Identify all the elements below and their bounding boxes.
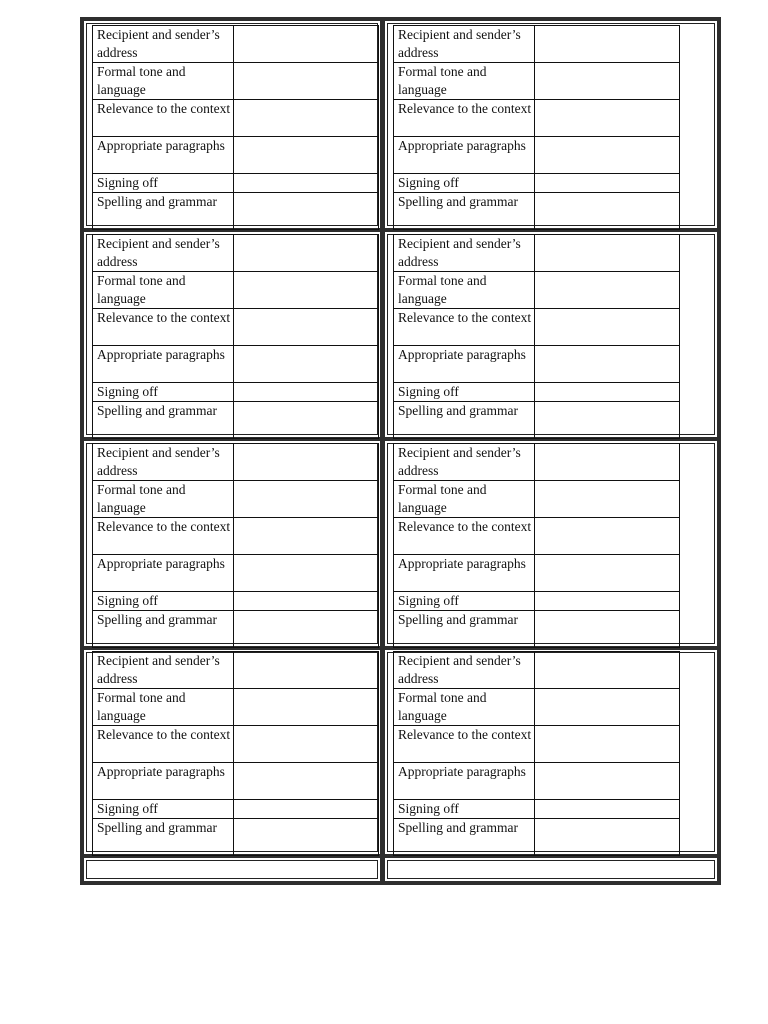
criterion-label: Formal tone and language <box>93 272 234 309</box>
criterion-label: Relevance to the context <box>394 518 535 555</box>
checklist-row <box>93 763 379 800</box>
criterion-label: Recipient and sender’s address <box>93 652 234 689</box>
criterion-mark-cell[interactable] <box>234 555 379 592</box>
checklist-row <box>394 137 680 174</box>
frame-bottom <box>80 881 721 885</box>
checklist-row <box>93 555 379 592</box>
criterion-mark-cell[interactable] <box>234 346 379 383</box>
checklist-row <box>394 555 680 592</box>
criterion-mark-cell[interactable] <box>234 174 379 193</box>
checklist-row <box>93 518 379 555</box>
criterion-label: Spelling and grammar <box>93 193 234 230</box>
checklist-row <box>394 611 680 648</box>
criterion-label: Formal tone and language <box>93 689 234 726</box>
criterion-mark-cell[interactable] <box>535 193 680 230</box>
criterion-label: Appropriate paragraphs <box>394 763 535 800</box>
criterion-mark-cell[interactable] <box>535 235 680 272</box>
frame-center-divider <box>380 17 385 885</box>
criterion-mark-cell[interactable] <box>234 726 379 763</box>
criterion-mark-cell[interactable] <box>234 235 379 272</box>
checklist-row <box>93 346 379 383</box>
checklist-row <box>93 100 379 137</box>
checklist-table <box>393 651 680 856</box>
checklist-row <box>93 652 379 689</box>
criterion-mark-cell[interactable] <box>535 726 680 763</box>
criterion-label: Signing off <box>394 800 535 819</box>
criterion-mark-cell[interactable] <box>535 481 680 518</box>
criterion-label: Signing off <box>394 383 535 402</box>
criterion-label: Signing off <box>394 592 535 611</box>
criterion-label: Spelling and grammar <box>394 819 535 856</box>
criterion-label: Signing off <box>93 800 234 819</box>
checklist-row <box>394 481 680 518</box>
criterion-label: Formal tone and language <box>394 272 535 309</box>
checklist-row <box>394 652 680 689</box>
criterion-mark-cell[interactable] <box>535 689 680 726</box>
criterion-label: Appropriate paragraphs <box>93 137 234 174</box>
criterion-mark-cell[interactable] <box>535 652 680 689</box>
criterion-mark-cell[interactable] <box>535 309 680 346</box>
checklist-row <box>394 726 680 763</box>
checklist-row <box>93 309 379 346</box>
criterion-mark-cell[interactable] <box>234 518 379 555</box>
criterion-mark-cell[interactable] <box>234 309 379 346</box>
footer-cell-right <box>387 860 715 879</box>
criterion-label: Appropriate paragraphs <box>394 346 535 383</box>
criterion-label: Appropriate paragraphs <box>394 555 535 592</box>
rubric-sheet <box>80 17 721 885</box>
criterion-mark-cell[interactable] <box>535 383 680 402</box>
criterion-mark-cell[interactable] <box>535 518 680 555</box>
criterion-label: Spelling and grammar <box>93 611 234 648</box>
criterion-label: Formal tone and language <box>394 689 535 726</box>
criterion-label: Signing off <box>93 383 234 402</box>
checklist-row <box>93 272 379 309</box>
frame-right <box>717 17 721 885</box>
criterion-label: Signing off <box>394 174 535 193</box>
criterion-label: Signing off <box>93 592 234 611</box>
criterion-mark-cell[interactable] <box>234 402 379 439</box>
criterion-mark-cell[interactable] <box>535 819 680 856</box>
criterion-label: Relevance to the context <box>93 518 234 555</box>
checklist-row <box>394 63 680 100</box>
criterion-mark-cell[interactable] <box>234 272 379 309</box>
checklist-row <box>394 272 680 309</box>
criterion-mark-cell[interactable] <box>535 100 680 137</box>
criterion-mark-cell[interactable] <box>234 193 379 230</box>
checklist-row <box>394 444 680 481</box>
checklist-table <box>92 25 379 230</box>
criterion-mark-cell[interactable] <box>535 763 680 800</box>
checklist-row <box>93 444 379 481</box>
criterion-label: Signing off <box>93 174 234 193</box>
checklist-row <box>93 235 379 272</box>
checklist-row <box>93 402 379 439</box>
criterion-mark-cell[interactable] <box>535 592 680 611</box>
checklist-row <box>394 346 680 383</box>
criterion-label: Relevance to the context <box>93 309 234 346</box>
criterion-label: Recipient and sender’s address <box>394 652 535 689</box>
criterion-mark-cell[interactable] <box>535 611 680 648</box>
checklist-row <box>93 383 379 402</box>
checklist-row <box>394 309 680 346</box>
checklist-row <box>394 819 680 856</box>
checklist-table <box>393 234 680 439</box>
criterion-label: Formal tone and language <box>394 63 535 100</box>
checklist-row <box>394 235 680 272</box>
checklist-row <box>93 592 379 611</box>
criterion-mark-cell[interactable] <box>234 819 379 856</box>
checklist-table <box>92 234 379 439</box>
checklist-row <box>394 800 680 819</box>
checklist-row <box>394 402 680 439</box>
criterion-mark-cell[interactable] <box>234 137 379 174</box>
checklist-row <box>93 137 379 174</box>
criterion-mark-cell[interactable] <box>535 402 680 439</box>
criterion-mark-cell[interactable] <box>234 481 379 518</box>
checklist-row <box>394 689 680 726</box>
criterion-mark-cell[interactable] <box>234 383 379 402</box>
criterion-label: Formal tone and language <box>93 481 234 518</box>
criterion-label: Recipient and sender’s address <box>93 444 234 481</box>
criterion-mark-cell[interactable] <box>535 174 680 193</box>
criterion-mark-cell[interactable] <box>535 137 680 174</box>
checklist-row <box>394 383 680 402</box>
criterion-mark-cell[interactable] <box>234 800 379 819</box>
checklist-row <box>394 174 680 193</box>
checklist-row <box>394 193 680 230</box>
checklist-row <box>394 518 680 555</box>
criterion-mark-cell[interactable] <box>535 800 680 819</box>
frame-left <box>80 17 84 885</box>
checklist-row <box>93 689 379 726</box>
criterion-label: Spelling and grammar <box>93 402 234 439</box>
checklist-row <box>93 800 379 819</box>
criterion-label: Spelling and grammar <box>394 402 535 439</box>
criterion-label: Recipient and sender’s address <box>394 26 535 63</box>
criterion-label: Spelling and grammar <box>394 193 535 230</box>
criterion-mark-cell[interactable] <box>234 592 379 611</box>
criterion-mark-cell[interactable] <box>234 763 379 800</box>
checklist-row <box>394 26 680 63</box>
criterion-label: Recipient and sender’s address <box>394 444 535 481</box>
checklist-row <box>93 174 379 193</box>
checklist-row <box>93 726 379 763</box>
criterion-mark-cell[interactable] <box>234 611 379 648</box>
criterion-mark-cell[interactable] <box>535 272 680 309</box>
criterion-label: Relevance to the context <box>394 100 535 137</box>
criterion-mark-cell[interactable] <box>234 652 379 689</box>
criterion-label: Relevance to the context <box>93 726 234 763</box>
checklist-row <box>93 26 379 63</box>
checklist-row <box>93 63 379 100</box>
criterion-label: Formal tone and language <box>93 63 234 100</box>
criterion-label: Formal tone and language <box>394 481 535 518</box>
criterion-label: Spelling and grammar <box>394 611 535 648</box>
criterion-mark-cell[interactable] <box>234 26 379 63</box>
checklist-table <box>92 443 379 648</box>
criterion-label: Appropriate paragraphs <box>93 346 234 383</box>
checklist-table <box>393 443 680 648</box>
criterion-mark-cell[interactable] <box>234 444 379 481</box>
checklist-row <box>93 611 379 648</box>
criterion-label: Recipient and sender’s address <box>93 235 234 272</box>
criterion-label: Appropriate paragraphs <box>93 555 234 592</box>
checklist-table <box>393 25 680 230</box>
checklist-row <box>394 592 680 611</box>
criterion-label: Appropriate paragraphs <box>93 763 234 800</box>
criterion-mark-cell[interactable] <box>535 346 680 383</box>
checklist-row <box>93 193 379 230</box>
checklist-table <box>92 651 379 856</box>
criterion-mark-cell[interactable] <box>234 63 379 100</box>
checklist-row <box>394 100 680 137</box>
criterion-mark-cell[interactable] <box>535 444 680 481</box>
criterion-label: Appropriate paragraphs <box>394 137 535 174</box>
criterion-mark-cell[interactable] <box>535 555 680 592</box>
footer-cell-left <box>86 860 378 879</box>
criterion-mark-cell[interactable] <box>535 63 680 100</box>
criterion-label: Relevance to the context <box>93 100 234 137</box>
criterion-label: Recipient and sender’s address <box>93 26 234 63</box>
checklist-row <box>394 763 680 800</box>
criterion-label: Relevance to the context <box>394 309 535 346</box>
criterion-label: Recipient and sender’s address <box>394 235 535 272</box>
frame-top <box>80 17 721 21</box>
criterion-mark-cell[interactable] <box>535 26 680 63</box>
criterion-mark-cell[interactable] <box>234 689 379 726</box>
checklist-row <box>93 481 379 518</box>
checklist-row <box>93 819 379 856</box>
criterion-label: Relevance to the context <box>394 726 535 763</box>
criterion-mark-cell[interactable] <box>234 100 379 137</box>
criterion-label: Spelling and grammar <box>93 819 234 856</box>
